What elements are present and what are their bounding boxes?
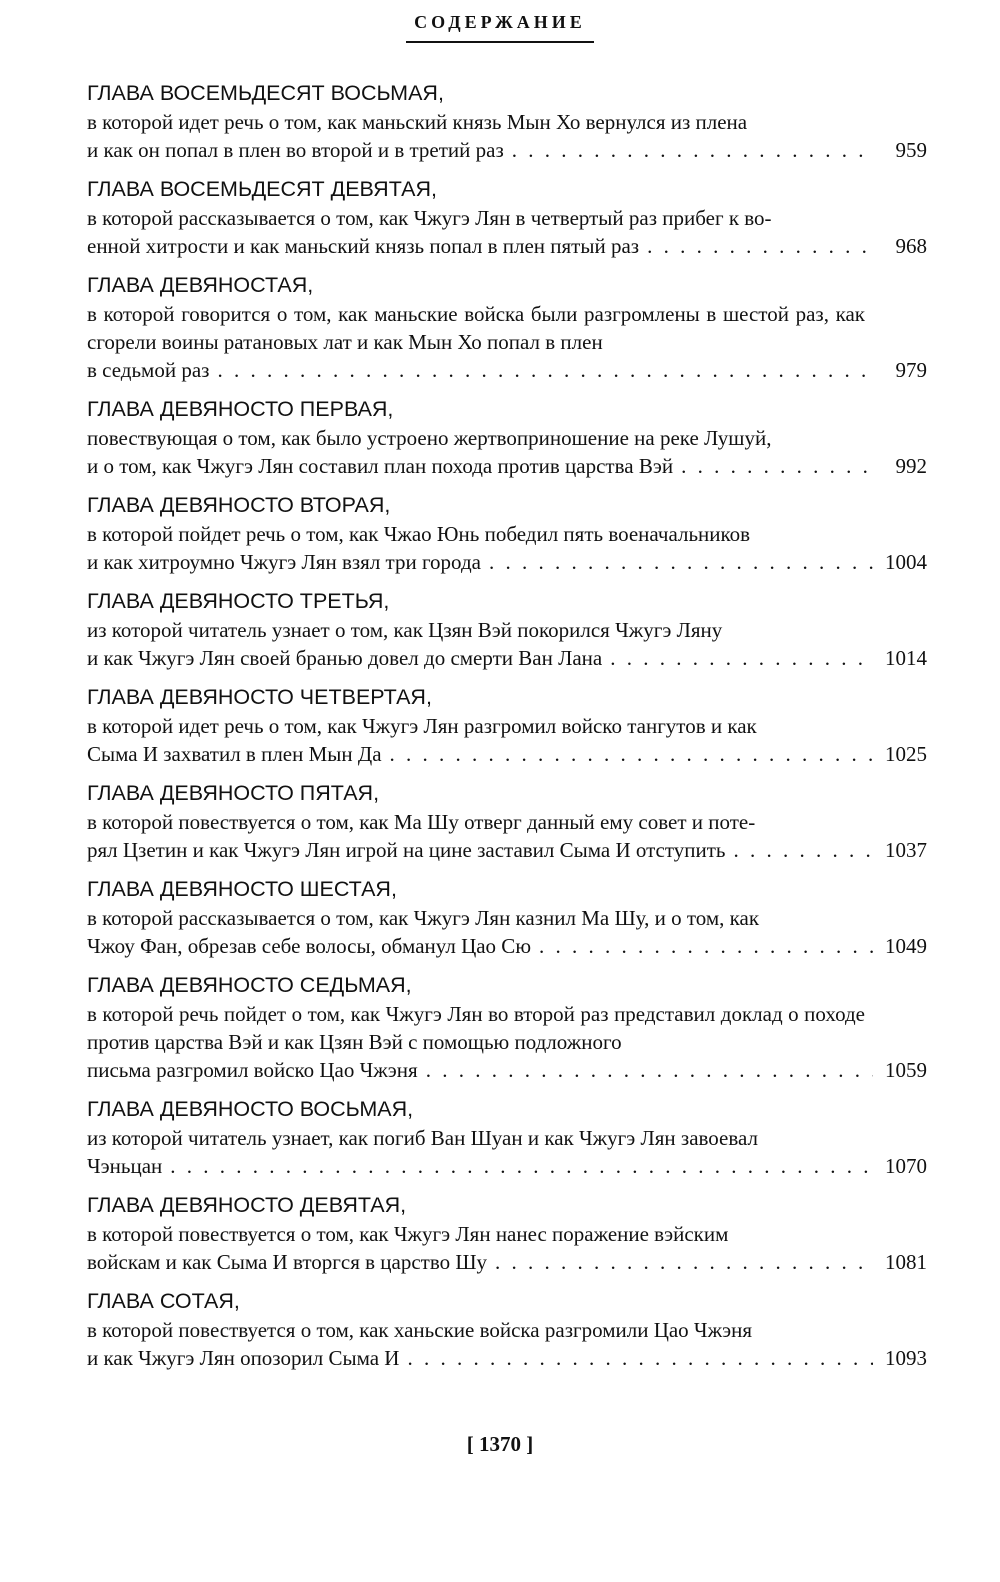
chapter-title: ГЛАВА ДЕВЯНОСТО СЕДЬМАЯ, (87, 973, 412, 997)
toc-entry (87, 684, 927, 768)
chapter-description-end: Чэньцан (87, 1154, 163, 1178)
chapter-title: ГЛАВА СОТАЯ, (87, 1289, 240, 1313)
toc-entry (87, 80, 927, 164)
dot-leader (512, 136, 873, 164)
chapter-description: из которой читатель узнает о том, как Цзян Вэй покорился Чжугэ Ляну (87, 618, 723, 642)
chapter-title: ГЛАВА ДЕВЯНОСТО ВТОРАЯ, (87, 493, 391, 517)
page-number: 959 (895, 138, 927, 162)
dot-leader (647, 232, 873, 260)
dot-leader (495, 1248, 873, 1276)
page-number: 1014 (885, 646, 927, 670)
toc-entry (87, 780, 927, 864)
dot-leader (170, 1152, 873, 1180)
chapter-description-end: войскам и как Сыма И вторгся в царство Шу (87, 1250, 488, 1274)
chapter-description: в которой говорится о том, как маньские войска были разгромлены в шестой раз, как сгорели воины ратановых лат и как Мын Хо попал в плен (87, 302, 865, 354)
chapter-description-end: и как хитроумно Чжугэ Лян взял три города (87, 550, 481, 574)
chapter-description: в которой повествуется о том, как Чжугэ Лян нанес поражение вэйским (87, 1222, 729, 1246)
dot-leader (539, 932, 873, 960)
toc-entry (87, 876, 927, 960)
toc-entry (87, 176, 927, 260)
toc-entry (87, 272, 927, 384)
chapter-description-end: Сыма И захватил в плен Мын Да (87, 742, 382, 766)
page-title: СОДЕРЖАНИЕ (406, 12, 594, 43)
chapter-title: ГЛАВА ДЕВЯНОСТО ТРЕТЬЯ, (87, 589, 390, 613)
page-number: 1037 (885, 838, 927, 862)
chapter-description: в которой рассказывается о том, как Чжугэ Лян казнил Ма Шу, и о том, как (87, 906, 760, 930)
chapter-description: в которой идет речь о том, как маньский князь Мын Хо вернулся из плена (87, 110, 748, 134)
chapter-title: ГЛАВА ДЕВЯНОСТО ЧЕТВЕРТАЯ, (87, 685, 432, 709)
page-number: 1025 (885, 742, 927, 766)
page-header (0, 12, 1000, 43)
dot-leader (734, 836, 873, 864)
chapter-description: в которой речь пойдет о том, как Чжугэ Лян во второй раз представил доклад о походе против царства Вэй и как Цзян Вэй с помощью подложного (87, 1002, 865, 1054)
dot-leader (390, 740, 873, 768)
dot-leader (610, 644, 873, 672)
chapter-title: ГЛАВА ДЕВЯНОСТО ВОСЬМАЯ, (87, 1097, 414, 1121)
chapter-title: ГЛАВА ДЕВЯНОСТО ПЕРВАЯ, (87, 397, 394, 421)
chapter-description: повествующая о том, как было устроено жертвоприношение на реке Лушуй, (87, 426, 772, 450)
chapter-description: в которой повествуется о том, как Ма Шу отверг данный ему совет и поте- (87, 810, 756, 834)
chapter-description-end: и как Чжугэ Лян своей бранью довел до смерти Ван Лана (87, 646, 603, 670)
chapter-description-end: и о том, как Чжугэ Лян составил план похода против царства Вэй (87, 454, 674, 478)
chapter-description-end: и как он попал в плен во второй и в третий раз (87, 138, 504, 162)
page-number: 979 (895, 358, 927, 382)
chapter-description-end: в седьмой раз (87, 358, 210, 382)
chapter-description-end: и как Чжугэ Лян опозорил Сыма И (87, 1346, 400, 1370)
chapter-description: в которой повествуется о том, как ханьские войска разгромили Цао Чжэня (87, 1318, 752, 1342)
toc-entry (87, 972, 927, 1084)
toc-entry (87, 1096, 927, 1180)
chapter-description-end: рял Цзетин и как Чжугэ Лян игрой на цине заставил Сыма И отступить (87, 838, 726, 862)
page-number: 1004 (885, 550, 927, 574)
chapter-title: ГЛАВА ДЕВЯНОСТО ДЕВЯТАЯ, (87, 1193, 407, 1217)
table-of-contents (87, 80, 927, 1384)
dot-leader (489, 548, 873, 576)
chapter-description-end: письма разгромил войско Цао Чжэня (87, 1058, 418, 1082)
dot-leader (217, 356, 873, 384)
chapter-description-end: Чжоу Фан, обрезав себе волосы, обманул Цао Сю (87, 934, 532, 958)
chapter-title: ГЛАВА ДЕВЯНОСТАЯ, (87, 273, 314, 297)
page-number: 1093 (885, 1346, 927, 1370)
page-number: 1081 (885, 1250, 927, 1274)
page-number: 1059 (885, 1058, 927, 1082)
chapter-title: ГЛАВА ДЕВЯНОСТО ПЯТАЯ, (87, 781, 380, 805)
chapter-description-end: енной хитрости и как маньский князь попал в плен пятый раз (87, 234, 640, 258)
page-footer (0, 1432, 1000, 1457)
page-number: 968 (895, 234, 927, 258)
toc-entry (87, 1288, 927, 1372)
page-number: 1070 (885, 1154, 927, 1178)
chapter-description: из которой читатель узнает, как погиб Ван Шуан и как Чжугэ Лян завоевал (87, 1126, 758, 1150)
page-number: 992 (895, 454, 927, 478)
toc-entry (87, 1192, 927, 1276)
page-number: 1049 (885, 934, 927, 958)
chapter-title: ГЛАВА ДЕВЯНОСТО ШЕСТАЯ, (87, 877, 397, 901)
chapter-title: ГЛАВА ВОСЕМЬДЕСЯТ ДЕВЯТАЯ, (87, 177, 437, 201)
chapter-description: в которой рассказывается о том, как Чжугэ Лян в четвертый раз прибег к во- (87, 206, 772, 230)
chapter-description: в которой идет речь о том, как Чжугэ Лян разгромил войско тангутов и как (87, 714, 757, 738)
dot-leader (407, 1344, 873, 1372)
dot-leader (681, 452, 873, 480)
footer-page-number: [ 1370 ] (466, 1432, 534, 1456)
toc-entry (87, 588, 927, 672)
toc-entry (87, 492, 927, 576)
dot-leader (426, 1056, 873, 1084)
chapter-description: в которой пойдет речь о том, как Чжао Юнь победил пять военачальников (87, 522, 751, 546)
toc-entry (87, 396, 927, 480)
chapter-title: ГЛАВА ВОСЕМЬДЕСЯТ ВОСЬМАЯ, (87, 81, 444, 105)
